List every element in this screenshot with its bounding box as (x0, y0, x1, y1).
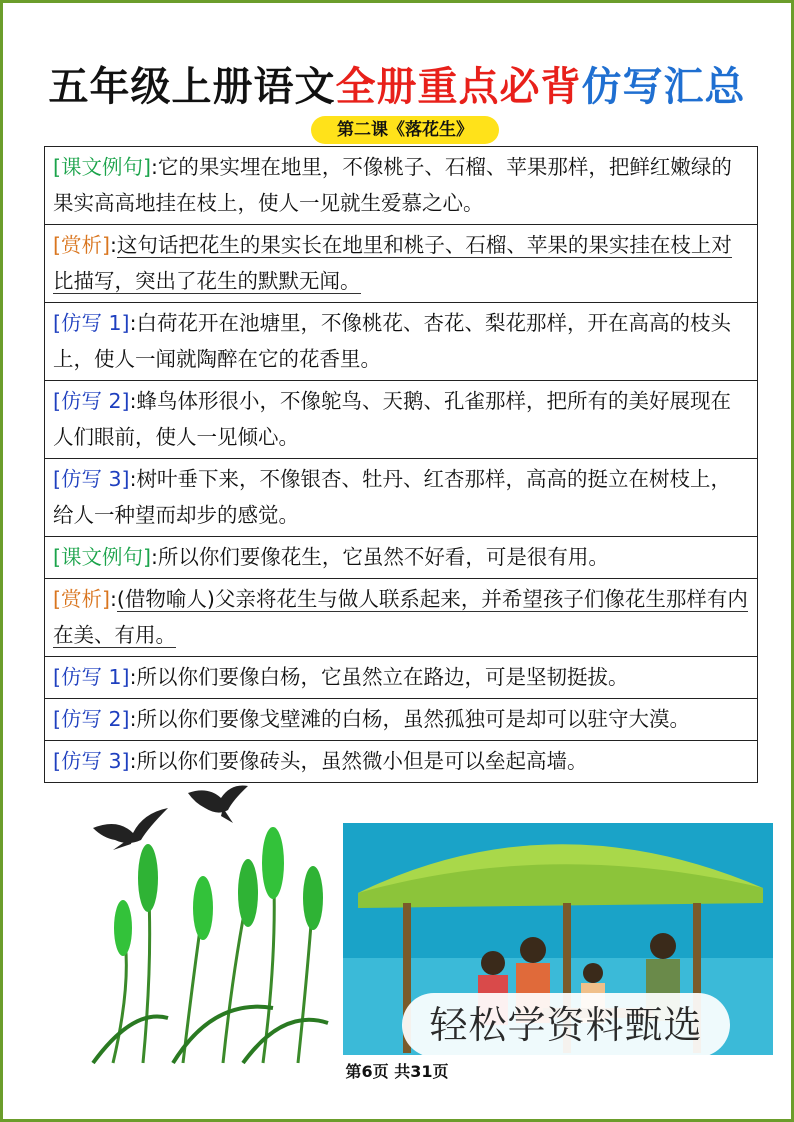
title-part-grade: 五年级上册语文 (48, 63, 336, 110)
row-separator: : (129, 389, 137, 413)
table-row (45, 458, 757, 536)
table-row (45, 302, 757, 380)
page-title (3, 61, 791, 113)
table-row (45, 698, 757, 740)
row-text: 它的果实埋在地里，不像桃子、石榴、苹果那样，把鲜红嫩绿的果实高高地挂在枝上，使人一见就生爱慕之心。 (53, 155, 732, 215)
row-separator: : (151, 155, 158, 179)
row-separator: : (129, 665, 137, 689)
table-row (45, 380, 757, 458)
row-separator: : (129, 749, 137, 773)
title-part-imitation: 仿写汇总 (581, 63, 746, 110)
page-number: 第6页 共31页 (345, 1062, 449, 1081)
row-text: 树叶垂下来，不像银杏、牡丹、红杏那样，高高的挺立在树枝上，给人一种望而却步的感觉。 (53, 467, 731, 527)
table-row (45, 536, 757, 578)
title-part-key-points: 全册重点必背 (335, 63, 582, 110)
row-tag: [仿写 1] (53, 665, 130, 689)
row-tag: [仿写 2] (53, 389, 130, 413)
table-row (45, 147, 757, 224)
row-tag: [课文例句] (53, 155, 151, 179)
row-tag: [赏析] (53, 587, 110, 611)
row-tag: [仿写 1] (53, 311, 130, 335)
table-row (45, 656, 757, 698)
row-separator: : (110, 233, 117, 257)
wheat-plants-icon (93, 827, 328, 1063)
table-row (45, 578, 757, 656)
row-text: 所以你们要像白杨，它虽然立在路边，可是坚韧挺拔。 (136, 665, 629, 689)
watermark: 轻松学资料甄选 (402, 993, 730, 1057)
row-text: 蜂鸟体形很小，不像鸵鸟、天鹅、孔雀那样，把所有的美好展现在人们眼前，使人一见倾心。 (53, 389, 731, 449)
row-text: 所以你们要像花生，它虽然不好看，可是很有用。 (157, 545, 609, 569)
row-tag: [课文例句] (53, 545, 151, 569)
content-table (44, 146, 758, 783)
row-text: 所以你们要像砖头，虽然微小但是可以垒起高墙。 (136, 749, 588, 773)
lesson-badge: 第二课《落花生》 (311, 116, 499, 144)
row-text: 白荷花开在池塘里，不像桃花、杏花、梨花那样，开在高高的枝头上，使人一闻就陶醉在它的花香里。 (53, 311, 731, 371)
table-row (45, 224, 757, 302)
row-text: 所以你们要像戈壁滩的白杨，虽然孤独可是却可以驻守大漠。 (136, 707, 690, 731)
table-row (45, 740, 757, 782)
row-text: 这句话把花生的果实长在地里和桃子、石榴、苹果的果实挂在枝上对比描写，突出了花生的默默无闻。 (53, 233, 732, 293)
row-separator: : (151, 545, 158, 569)
swallow-bird-icon (188, 786, 248, 824)
row-separator: : (110, 587, 117, 611)
row-text: (借物喻人)父亲将花生与做人联系起来，并希望孩子们像花生那样有内在美、有用。 (53, 587, 748, 647)
row-separator: : (129, 467, 137, 491)
row-separator: : (129, 311, 137, 335)
row-tag: [仿写 3] (53, 749, 130, 773)
row-tag: [仿写 3] (53, 467, 130, 491)
row-tag: [仿写 2] (53, 707, 130, 731)
row-separator: : (129, 707, 137, 731)
swallow-bird-icon (93, 808, 168, 850)
row-tag: [赏析] (53, 233, 110, 257)
